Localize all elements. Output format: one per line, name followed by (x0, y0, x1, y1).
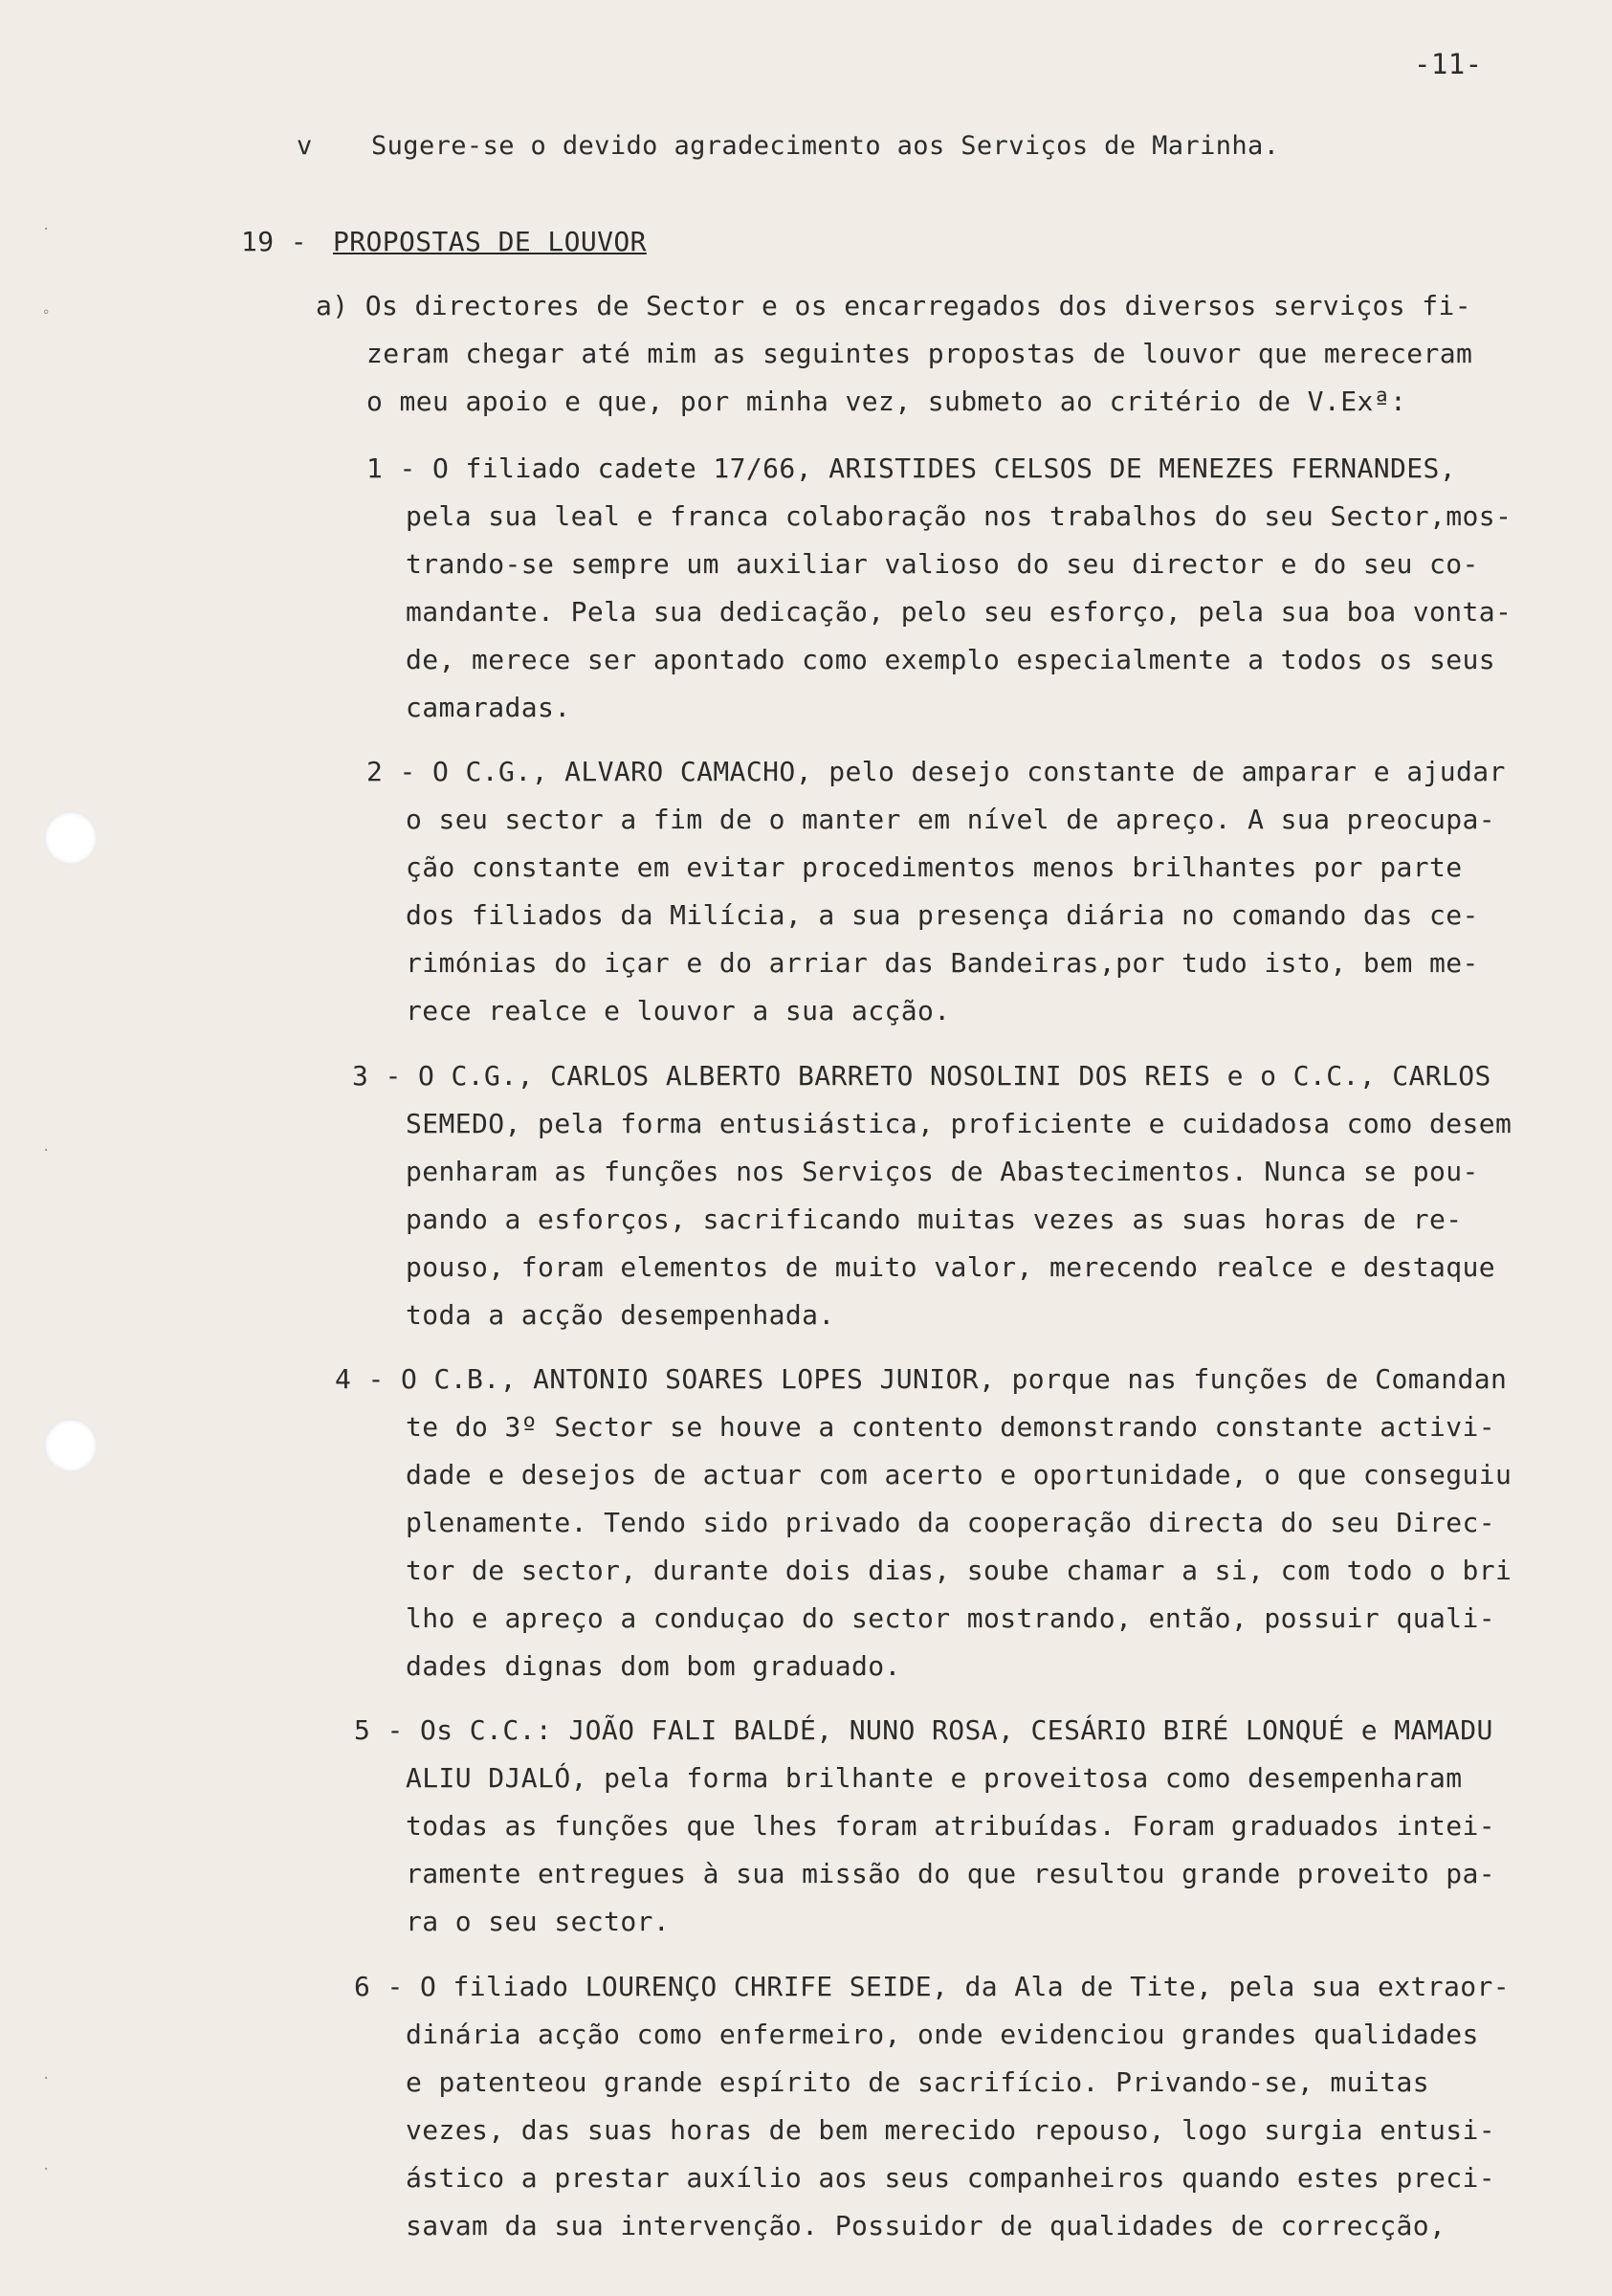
item-a-line: o meu apoio e que, por minha vez, submeto ao critério de V.Exª: (366, 386, 1407, 417)
proposal-line: tor de sector, durante dois dias, soube chamar a si, com todo o bri (406, 1555, 1513, 1586)
proposal-line: 3 - O C.G., CARLOS ALBERTO BARRETO NOSOLINI DOS REIS e o C.C., CARLOS (352, 1060, 1491, 1092)
proposal-line: todas as funções que lhes foram atribuídas. Foram graduados intei- (406, 1810, 1495, 1842)
proposal-line: 4 - O C.B., ANTONIO SOARES LOPES JUNIOR, porque nas funções de Comandan (335, 1363, 1508, 1395)
proposal-line: dinária acção como enfermeiro, onde evidenciou grandes qualidades (406, 2019, 1479, 2050)
proposal-line: ALIU DJALÓ, pela forma brilhante e proveitosa como desempenharam (406, 1762, 1463, 1794)
punch-hole (44, 811, 98, 865)
proposal-line: dades dignas dom bom graduado. (406, 1650, 901, 1682)
proposal-line: ramente entregues à sua missão do que resultou grande proveito pa- (406, 1858, 1495, 1889)
proposal-line: lho e apreço a conduçao do sector mostrando, então, possuir quali- (406, 1602, 1495, 1634)
proposal-line: o seu sector a fim de o manter em nível de apreço. A sua preocupa- (406, 804, 1495, 835)
proposal-line: ástico a prestar auxílio aos seus companheiros quando estes preci- (406, 2162, 1495, 2194)
proposal-line: ção constante em evitar procedimentos menos brilhantes por parte (406, 851, 1463, 883)
item-a-line: a) Os directores de Sector e os encarregados dos diversos serviços fi- (316, 290, 1472, 321)
proposal-line: rece realce e louvor a sua acção. (406, 995, 951, 1027)
proposal-line: de, merece ser apontado como exemplo especialmente a todos os seus (406, 644, 1495, 675)
proposal-line: savam da sua intervenção. Possuidor de qualidades de correcção, (406, 2210, 1446, 2241)
proposal-line: trando-se sempre um auxiliar valioso do seu director e do seu co- (406, 548, 1479, 580)
margin-mark: · (42, 2162, 51, 2177)
margin-mark: · (42, 2071, 51, 2086)
section-number: 19 - (241, 226, 308, 257)
item-a-line: zeram chegar até mim as seguintes propostas de louvor que mereceram (366, 338, 1473, 369)
proposal-line: e patenteou grande espírito de sacrifício. Privando-se, muitas (406, 2066, 1429, 2098)
intro-text: Sugere-se o devido agradecimento aos Serviços de Marinha. (371, 131, 1280, 161)
proposal-line: rimónias do içar e do arriar das Bandeiras,por tudo isto, bem me- (406, 947, 1479, 979)
proposal-line: penharam as funções nos Serviços de Abastecimentos. Nunca se pou- (406, 1156, 1479, 1187)
proposal-line: pouso, foram elementos de muito valor, merecendo realce e destaque (406, 1251, 1495, 1283)
proposal-line: pela sua leal e franca colaboração nos trabalhos do seu Sector,mos- (406, 500, 1513, 532)
margin-mark: ° (42, 308, 51, 323)
proposal-line: 5 - Os C.C.: JOÃO FALI BALDÉ, NUNO ROSA, CESÁRIO BIRÉ LONQUÉ e MAMADU (354, 1714, 1493, 1746)
intro-marker: v (297, 131, 313, 161)
proposal-line: 1 - O filiado cadete 17/66, ARISTIDES CELSOS DE MENEZES FERNANDES, (366, 453, 1456, 484)
proposal-line: SEMEDO, pela forma entusiástica, proficiente e cuidadosa como desem (406, 1108, 1513, 1139)
proposal-line: 2 - O C.G., ALVARO CAMACHO, pelo desejo constante de amparar e ajudar (366, 756, 1506, 787)
section-heading: PROPOSTAS DE LOUVOR (333, 226, 647, 257)
page-number: -11- (1414, 48, 1483, 80)
proposal-line: toda a acção desempenhada. (406, 1299, 835, 1331)
proposal-line: ra o seu sector. (406, 1906, 671, 1937)
margin-mark: · (42, 1143, 51, 1159)
margin-mark: · (42, 222, 51, 237)
punch-hole (44, 1419, 98, 1472)
proposal-line: plenamente. Tendo sido privado da cooperação directa do seu Direc- (406, 1507, 1495, 1538)
proposal-line: dos filiados da Milícia, a sua presença diária no comando das ce- (406, 899, 1479, 931)
proposal-line: mandante. Pela sua dedicação, pelo seu esforço, pela sua boa vonta- (406, 596, 1513, 628)
proposal-line: te do 3º Sector se houve a contento demonstrando constante activi- (406, 1411, 1495, 1443)
proposal-line: dade e desejos de actuar com acerto e oportunidade, o que conseguiu (406, 1459, 1513, 1490)
proposal-line: camaradas. (406, 692, 571, 723)
proposal-line: 6 - O filiado LOURENÇO CHRIFE SEIDE, da Ala de Tite, pela sua extraor- (354, 1971, 1511, 2002)
proposal-line: vezes, das suas horas de bem merecido repouso, logo surgia entusi- (406, 2114, 1495, 2146)
proposal-line: pando a esforços, sacrificando muitas vezes as suas horas de re- (406, 1203, 1463, 1235)
